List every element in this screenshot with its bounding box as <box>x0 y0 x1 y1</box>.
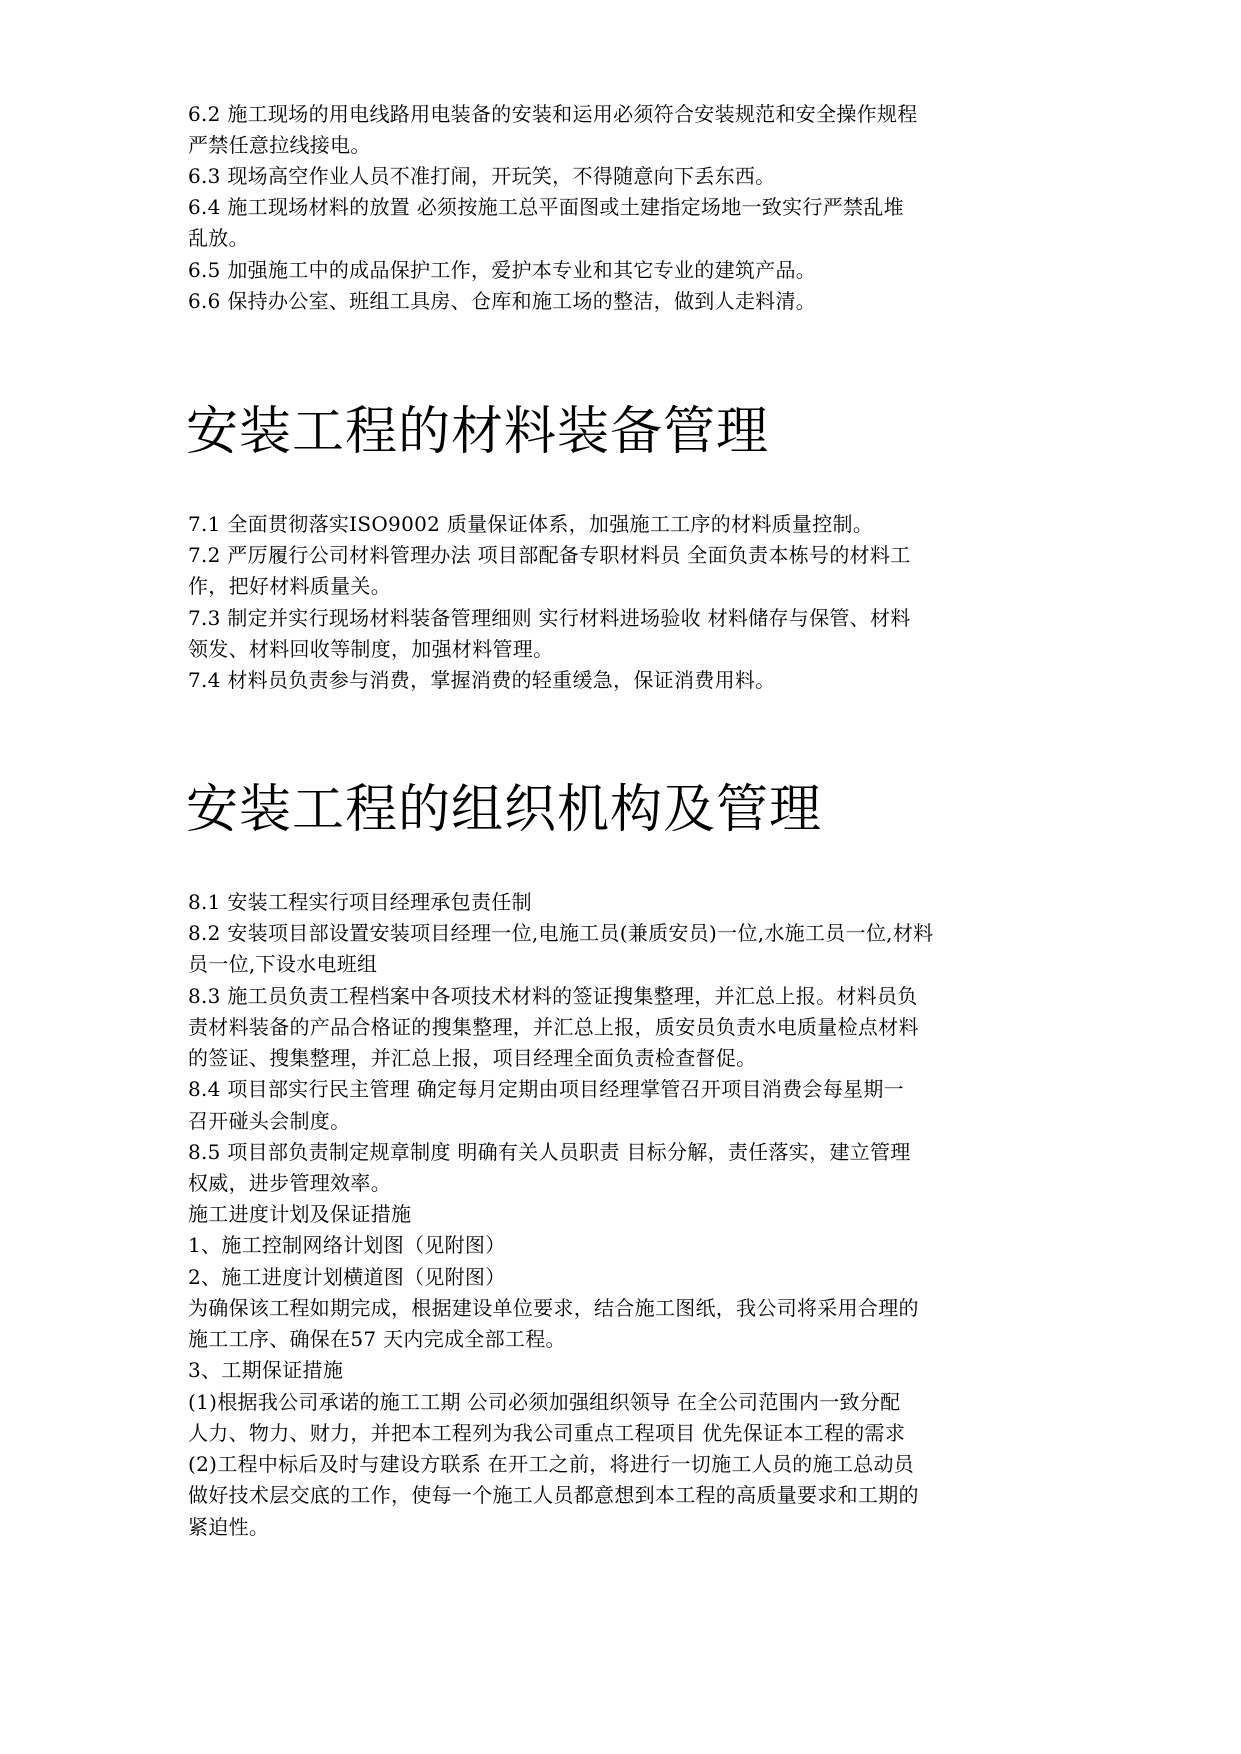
section8-line-13: 2、施工进度计划横道图（见附图） <box>188 1265 506 1289</box>
section8-line-2: 8.2 安装项目部设置安装项目经理一位,电施工员(兼质安员)一位,水施工员一位,材料 <box>188 921 934 945</box>
section8-line-11: 施工进度计划及保证措施 <box>188 1202 412 1226</box>
section8-line-15: 施工工序、确保在57 天内完成全部工程。 <box>188 1327 566 1351</box>
section8-line-19: (2)工程中标后及时与建设方联系 在开工之前，将进行一切施工人员的施工总动员 <box>188 1452 915 1476</box>
section8-line-17: (1)根据我公司承诺的施工工期 公司必须加强组织领导 在全公司范围内一致分配 <box>188 1390 901 1414</box>
section8-line-14: 为确保该工程如期完成，根据建设单位要求，结合施工图纸，我公司将采用合理的 <box>188 1296 919 1320</box>
section8-line-21: 紧迫性。 <box>188 1515 270 1539</box>
section6-line-7: 6.6 保持办公室、班组工具房、仓库和施工场的整洁，做到人走料清。 <box>188 289 817 313</box>
section6-line-1: 6.2 施工现场的用电线路用电装备的安装和运用必须符合安装规范和安全操作规程 <box>188 102 918 126</box>
section8-line-7: 8.4 项目部实行民主管理 确定每月定期由项目经理掌管召开项目消费会每星期一 <box>188 1077 904 1101</box>
section8-line-1: 8.1 安装工程实行项目经理承包责任制 <box>188 890 532 914</box>
section8-line-8: 召开碰头会制度。 <box>188 1109 351 1133</box>
section8-line-4: 8.3 施工员负责工程档案中各项技术材料的签证搜集整理，并汇总上报。材料员负 <box>188 984 918 1008</box>
section7-line-6: 7.4 材料员负责参与消费，掌握消费的轻重缓急，保证消费用料。 <box>188 668 776 692</box>
section7-line-5: 领发、材料回收等制度，加强材料管理。 <box>188 637 554 661</box>
section8-line-9: 8.5 项目部负责制定规章制度 明确有关人员职责 目标分解，责任落实，建立管理 <box>188 1140 911 1164</box>
section7-line-3: 作，把好材料质量关。 <box>188 574 391 598</box>
section8-line-3: 员一位,下设水电班组 <box>188 952 378 976</box>
section6-line-4: 6.4 施工现场材料的放置 必须按施工总平面图或土建指定场地一致实行严禁乱堆 <box>188 195 904 219</box>
section7-line-2: 7.2 严厉履行公司材料管理办法 项目部配备专职材料员 全面负责本栋号的材料工 <box>188 543 911 567</box>
section8-line-18: 人力、物力、财力，并把本工程列为我公司重点工程项目 优先保证本工程的需求 <box>188 1421 906 1445</box>
section6-line-2: 严禁任意拉线接电。 <box>188 133 371 157</box>
section7-heading: 安装工程的材料装备管理 <box>186 402 770 462</box>
section6-line-5: 乱放。 <box>188 226 249 250</box>
section8-line-12: 1、施工控制网络计划图（见附图） <box>188 1233 506 1257</box>
section8-heading: 安装工程的组织机构及管理 <box>186 780 823 840</box>
section8-line-5: 责材料装备的产品合格证的搜集整理，并汇总上报，质安员负责水电质量检点材料 <box>188 1015 919 1039</box>
section8-line-16: 3、工期保证措施 <box>188 1358 344 1382</box>
section6-line-6: 6.5 加强施工中的成品保护工作，爱护本专业和其它专业的建筑产品。 <box>188 258 817 282</box>
section8-line-10: 权威，进步管理效率。 <box>188 1171 391 1195</box>
section8-line-20: 做好技术层交底的工作，使每一个施工人员都意想到本工程的高质量要求和工期的 <box>188 1483 919 1507</box>
section7-line-4: 7.3 制定并实行现场材料装备管理细则 实行材料进场验收 材料储存与保管、材料 <box>188 606 911 630</box>
section6-line-3: 6.3 现场高空作业人员不准打闹，开玩笑，不得随意向下丢东西。 <box>188 164 776 188</box>
section8-line-6: 的签证、搜集整理，并汇总上报，项目经理全面负责检查督促。 <box>188 1046 757 1070</box>
section7-line-1: 7.1 全面贯彻落实ISO9002 质量保证体系，加强施工工序的材料质量控制。 <box>188 512 874 536</box>
